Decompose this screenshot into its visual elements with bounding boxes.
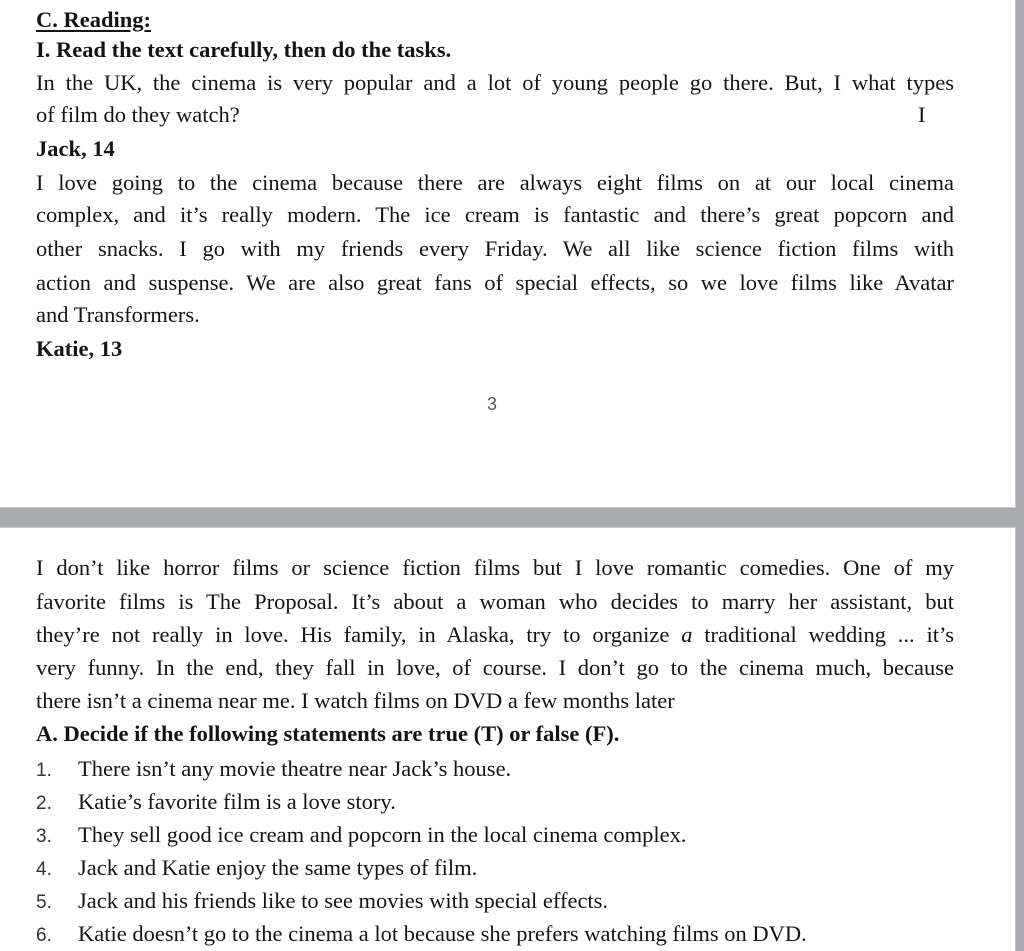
statement-text: Jack and his friends like to see movies with special effects. bbox=[78, 888, 609, 913]
statement-number: 2. bbox=[36, 793, 52, 814]
statement-item bbox=[36, 754, 511, 786]
intro-line-2: of film do they watch? bbox=[36, 102, 240, 127]
jack-paragraph-line: and Transformers. bbox=[36, 302, 200, 327]
katie-paragraph-line: there isn’t a cinema near me. I watch films on DVD a few months later bbox=[36, 688, 675, 713]
jack-paragraph-line: other snacks. I go with my friends every Friday. We all like science fiction films with bbox=[36, 236, 954, 261]
katie-line-3-italic: a bbox=[681, 622, 693, 647]
jack-paragraph-line: I love going to the cinema because there are always eight films on at our local cinema bbox=[36, 170, 954, 195]
statement-text: Katie’s favorite film is a love story. bbox=[78, 789, 396, 814]
katie-line-3-start: they’re not really in love. His family, in Alaska, try to organize bbox=[36, 622, 682, 647]
section-heading: C. Reading: bbox=[36, 7, 152, 32]
statement-number: 1. bbox=[36, 760, 52, 781]
task-a-heading: A. Decide if the following statements are true (T) or false (F). bbox=[36, 721, 620, 746]
stray-mark: I bbox=[918, 102, 926, 127]
statement-text: Jack and Katie enjoy the same types of film. bbox=[78, 855, 478, 880]
statement-number: 6. bbox=[36, 925, 52, 946]
statement-number: 3. bbox=[36, 826, 52, 847]
jack-paragraph-line: complex, and it’s really modern. The ice cream is fantastic and there’s great popcorn and bbox=[36, 202, 954, 227]
statement-text: Katie doesn’t go to the cinema a lot because she prefers watching films on DVD. bbox=[78, 921, 807, 946]
statement-number: 4. bbox=[36, 859, 52, 880]
katie-paragraph-line bbox=[36, 620, 954, 650]
speaker-jack: Jack, 14 bbox=[36, 136, 115, 161]
task-heading: I. Read the text carefully, then do the tasks. bbox=[36, 37, 452, 62]
intro-line-1: In the UK, the cinema is very popular and a lot of young people go there. But, I what types bbox=[36, 70, 954, 95]
statement-text: They sell good ice cream and popcorn in the local cinema complex. bbox=[78, 822, 687, 847]
katie-line-3-rest: traditional wedding ... it’s bbox=[692, 622, 954, 647]
statement-item bbox=[36, 853, 477, 885]
page-number: 3 bbox=[487, 394, 498, 414]
statement-number: 5. bbox=[36, 892, 52, 913]
katie-paragraph-line: favorite films is The Proposal. It’s about a woman who decides to marry her assistant, but bbox=[36, 589, 954, 614]
katie-paragraph-line: very funny. In the end, they fall in love, of course. I don’t go to the cinema much, because bbox=[36, 655, 954, 680]
jack-paragraph-line: action and suspense. We are also great fans of special effects, so we love films like Avatar bbox=[36, 270, 954, 295]
statement-item bbox=[36, 886, 608, 918]
statement-item bbox=[36, 787, 396, 819]
statement-item bbox=[36, 919, 807, 951]
katie-paragraph-line: I don’t like horror films or science fiction films but I love romantic comedies. One of my bbox=[36, 555, 954, 580]
statement-text: There isn’t any movie theatre near Jack’s house. bbox=[78, 756, 512, 781]
speaker-katie: Katie, 13 bbox=[36, 336, 123, 361]
statement-item bbox=[36, 820, 687, 852]
document-page-bottom bbox=[0, 527, 1016, 951]
